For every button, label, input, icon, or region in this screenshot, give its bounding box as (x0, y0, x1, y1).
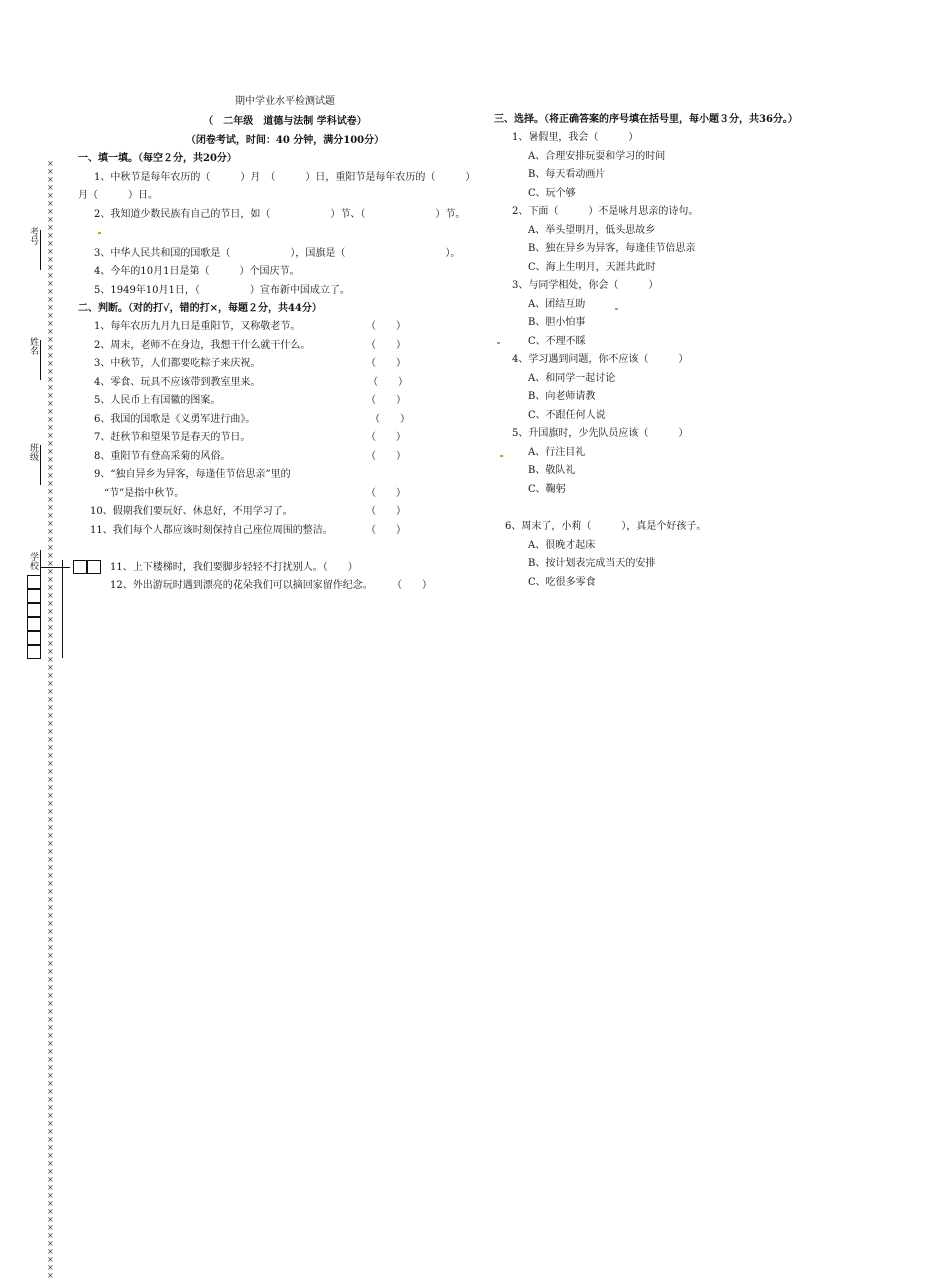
judge-mark: （ ） (366, 395, 406, 406)
judge-mark: （ ） (366, 432, 406, 443)
id-box (27, 589, 41, 603)
scan-speck (497, 342, 500, 344)
name-line (40, 340, 41, 380)
choice-option: B、每天看动画片 (528, 169, 606, 180)
label-name: 姓名 (28, 337, 38, 355)
choice-option: B、按计划表完成当天的安排 (528, 558, 656, 569)
choice-question: 1、暑假里，我会（ ） (512, 132, 639, 143)
class-line (40, 445, 41, 485)
fill-line: 4、今年的10月1日是第（ ）个国庆节。 (94, 266, 300, 277)
judge-item: 3、中秋节，人们都要吃粽子来庆祝。 (94, 358, 261, 369)
judge-item: 6、我国的国歌是《义勇军进行曲》。 (94, 414, 256, 425)
label-school: 学校 (28, 552, 38, 570)
scan-speck (615, 308, 618, 310)
id-box (27, 575, 41, 589)
choice-question: 5、升国旗时，少先队员应该（ ） (512, 428, 689, 439)
judge-item: 12、外出游玩时遇到漂亮的花朵我们可以摘回家留作纪念。 (110, 580, 373, 591)
judge-mark: （ ） (366, 506, 406, 517)
scan-speck (500, 455, 503, 457)
section2-heading: 二、判断。（对的打√，错的打×，每题２分，共44分） (78, 303, 322, 314)
exam-subtitle: （ 二年级 道德与法制 学科试卷） (203, 116, 367, 127)
choice-option: C、不跟任何人说 (528, 410, 606, 421)
seat-box (87, 560, 101, 574)
binding-line-text: ×××××××××××××××××××××××××××××××××××××××××××××××××××××××××××××××××××××××××××××××××××××××××××××××××××××××××××××××××××××××××××××××××××××××××××× (47, 159, 54, 1280)
exam-no-line (40, 230, 41, 270)
choice-question: 4、学习遇到问题，你不应该（ ） (512, 354, 689, 365)
choice-question: 6、周末了，小莉（ ），真是个好孩子。 (505, 521, 707, 532)
judge-mark: （ ） (366, 488, 406, 499)
choice-question: 3、与同学相处，你会（ ） (512, 280, 659, 291)
section1-heading: 一、填一填。（每空２分，共20分） (78, 153, 237, 164)
choice-option: B、胆小怕事 (528, 317, 586, 328)
judge-mark: （ ） (368, 377, 408, 388)
id-box (27, 603, 41, 617)
scan-speck (98, 232, 101, 234)
judge-item: 1、每年农历九月九日是重阳节，又称敬老节。 (94, 321, 301, 332)
judge-item: 9、“独自异乡为异客，每逢佳节倍思亲”里的 (94, 469, 291, 480)
label-exam-no: 考号 (28, 227, 38, 245)
choice-option: C、鞠躬 (528, 484, 566, 495)
choice-option: C、海上生明月，天涯共此时 (528, 262, 656, 273)
choice-question: 2、下面（ ）不是咏月思亲的诗句。 (512, 206, 699, 217)
choice-option: C、吃很多零食 (528, 577, 596, 588)
judge-item: 10、假期我们要玩好、休息好，不用学习了。 (90, 506, 293, 517)
exam-info: （闭卷考试，时间：40 分钟，满分100分） (185, 135, 385, 146)
judge-mark: （ ） (392, 580, 432, 591)
choice-option: A、举头望明月，低头思故乡 (528, 225, 656, 236)
judge-mark: （ ） (366, 525, 406, 536)
seat-box (73, 560, 87, 574)
fill-line: 1、中秋节是每年农历的（ ）月 （ ）日，重阳节是每年农历的（ ） (94, 172, 476, 183)
id-box (27, 631, 41, 645)
choice-option: A、和同学一起讨论 (528, 373, 616, 384)
id-box (27, 645, 41, 659)
judge-mark: （ ） (366, 451, 406, 462)
judge-item: 11、我们每个人都应该时刻保持自己座位周围的整洁。 (90, 525, 333, 536)
choice-option: A、团结互助 (528, 299, 586, 310)
judge-mark: （ ） (370, 414, 410, 425)
fill-line: 5、1949年10月1日，（ ）宣布新中国成立了。 (94, 285, 350, 296)
fill-line: 2、我知道少数民族有自己的节日，如（ ）节、（ ）节。 (94, 209, 466, 220)
judge-item: “节”是指中秋节。 (104, 488, 185, 499)
choice-option: C、不理不睬 (528, 336, 586, 347)
fill-line: 3、中华人民共和国的国歌是（ ），国旗是（ ）。 (94, 248, 461, 259)
fill-line: 月（ ）日。 (78, 190, 158, 201)
choice-option: B、敬队礼 (528, 465, 576, 476)
choice-option: A、合理安排玩耍和学习的时间 (528, 151, 666, 162)
section3-heading: 三、选择。（将正确答案的序号填在括号里，每小题３分，共36分。） (494, 114, 798, 125)
judge-item: 8、重阳节有登高采菊的风俗。 (94, 451, 231, 462)
choice-option: A、行注目礼 (528, 447, 586, 458)
choice-option: B、独在异乡为异客，每逢佳节倍思亲 (528, 243, 696, 254)
binding-frame-right (62, 560, 63, 658)
judge-item: 4、零食、玩具不应该带到教室里来。 (94, 377, 261, 388)
choice-option: A、很晚才起床 (528, 540, 596, 551)
judge-item: 2、周末，老师不在身边，我想干什么就干什么。 (94, 340, 311, 351)
judge-mark: （ ） (366, 358, 406, 369)
choice-option: B、向老师请教 (528, 391, 596, 402)
judge-item: 7、赶秋节和望果节是春天的节日。 (94, 432, 251, 443)
judge-mark: （ ） (366, 340, 406, 351)
judge-item: 11、上下楼梯时，我们要脚步轻轻不打扰别人。（ ） (110, 562, 358, 573)
exam-title: 期中学业水平检测试题 (235, 96, 335, 107)
judge-mark: （ ） (366, 321, 406, 332)
label-class: 班级 (28, 443, 38, 461)
id-box (27, 617, 41, 631)
choice-option: C、玩个够 (528, 188, 576, 199)
binding-frame-top (40, 567, 70, 568)
judge-item: 5、人民币上有国徽的图案。 (94, 395, 221, 406)
